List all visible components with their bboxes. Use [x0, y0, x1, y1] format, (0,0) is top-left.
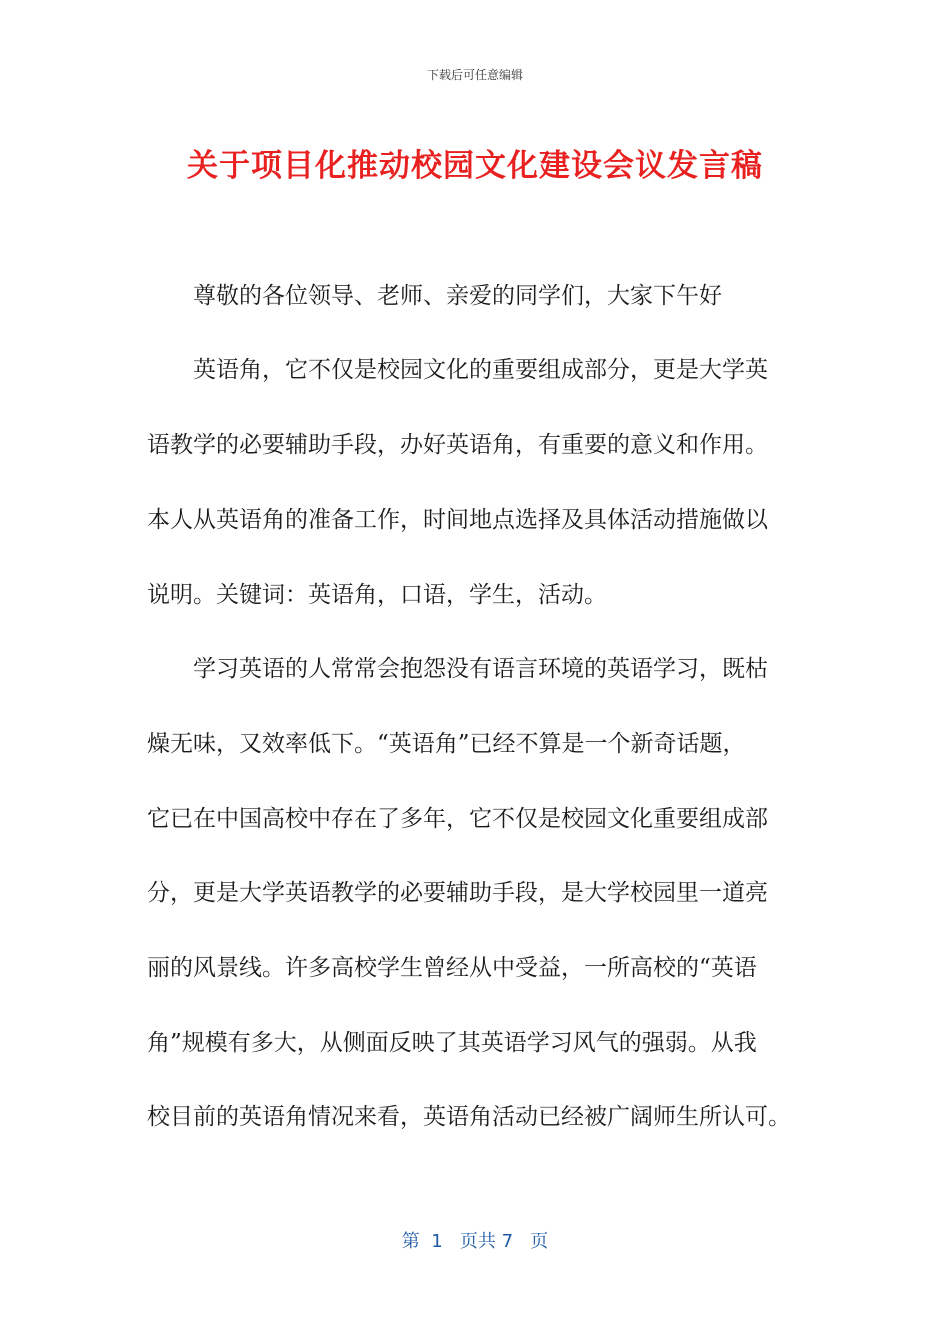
header-note: 下载后可任意编辑 [426, 68, 523, 82]
text-line: 本人从英语角的准备工作，时间地点选择及具体活动措施做以 [147, 507, 768, 533]
text-line: 分，更是大学英语教学的必要辅助手段，是大学校园里一道亮 [147, 880, 768, 906]
text-line: 语教学的必要辅助手段，办好英语角，有重要的意义和作用。 [147, 432, 768, 458]
page-indicator: 第 1 页共 7 页 [401, 1231, 549, 1252]
text-line: 燥无味，又效率低下。“英语角”已经不算是一个新奇话题， [147, 731, 746, 757]
text-line: 尊敬的各位领导、老师、亲爱的同学们，大家下午好 [193, 283, 722, 309]
text-line: 丽的风景线。许多高校学生曾经从中受益，一所高校的“英语 [147, 955, 757, 981]
text-line: 它已在中国高校中存在了多年，它不仅是校园文化重要组成部 [147, 806, 768, 832]
document-title: 关于项目化推动校园文化建设会议发言稿 [187, 148, 763, 184]
text-line: 学习英语的人常常会抱怨没有语言环境的英语学习，既枯 [193, 656, 768, 682]
text-line: 英语角，它不仅是校园文化的重要组成部分，更是大学英 [193, 357, 768, 383]
text-line: 角”规模有多大，从侧面反映了其英语学习风气的强弱。从我 [147, 1030, 757, 1056]
text-line: 校目前的英语角情况来看，英语角活动已经被广阔师生所认可。 [147, 1104, 791, 1130]
text-line: 说明。关键词：英语角，口语，学生，活动。 [147, 582, 607, 608]
